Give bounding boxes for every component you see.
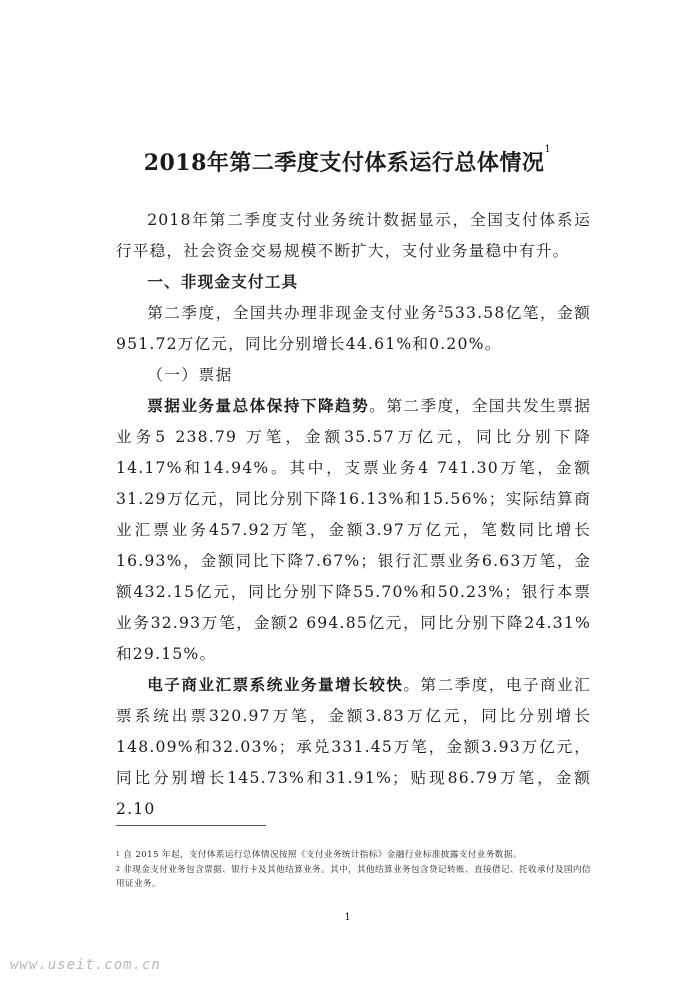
document-title [0,146,695,177]
page-number: 1 [344,912,351,923]
noncash-text-after: 533.58亿笔，金额951.72万亿元，同比分别增长44.61%和0.20%。 [116,304,592,353]
ecds-lead-bold: 电子商业汇票系统业务量增长较快 [147,676,404,694]
footnote-1 [116,848,591,862]
title-footnote-marker[interactable]: 1 [544,144,552,155]
noncash-text-before: 第二季度，全国共办理非现金支付业务 [147,304,438,322]
ecds-paragraph [116,670,591,825]
footnote-2 [116,863,591,891]
subsection-heading-bills: （一）票据 [147,366,233,384]
intro-paragraph: 2018年第二季度支付业务统计数据显示，全国支付体系运行平稳，社会资金交易规模不断扩大，支付业务量稳中有升。 [116,211,591,260]
bills-text: 。第二季度，全国共发生票据业务5 238.79 万笔，金额35.57万亿元，同比分别下降14.17%和14.94%。其中，支票业务4 741.30万笔，金额31.29万亿元，同比分别下降16.13%和15.56%；实际结算商业汇票业务457.92万笔，金额3.97万亿元，笔数同比增长16.93%，金额同比下降7.67%；银行汇票业务6.63万笔，金额432.15亿元，同比分别下降55.70%和50.23%；银行本票业务32.93万笔，金额2 694.85亿元，同比分别下降24.31%和29.15%。 [116,397,591,663]
document-body [116,205,591,825]
footnote-2-text: 非现金支付业务包含票据、银行卡及其他结算业务。其中，其他结算业务包含贷记转账、直接借记、托收承付及国内信用证业务。 [116,865,591,889]
footnote-1-text: 自 2015 年起，支付体系运行总体情况按照《支付业务统计指标》金融行业标准披露支付业务数据。 [123,850,522,860]
section-heading-noncash: 一、非现金支付工具 [147,273,299,291]
footnote-1-marker: 1 [116,851,121,858]
footnote-divider [116,825,266,826]
ecds-text: 。第二季度，电子商业汇票系统出票320.97万笔，金额3.83万亿元，同比分别增长148.09%和32.03%；承兑331.45万笔，金额3.93万亿元，同比分别增长145.73%和31.91%；贴现86.79万笔，金额2.10 [116,676,591,818]
footnote-2-marker: 2 [116,866,121,873]
bills-lead-bold: 票据业务量总体保持下降趋势 [147,397,370,415]
bills-paragraph [116,391,591,670]
noncash-footnote-marker[interactable]: 2 [437,305,444,315]
watermark-text: www.useit.com.cn [10,957,161,973]
title-text: 2018年第二季度支付体系运行总体情况 [143,150,545,176]
section-paragraph-noncash [116,298,591,360]
